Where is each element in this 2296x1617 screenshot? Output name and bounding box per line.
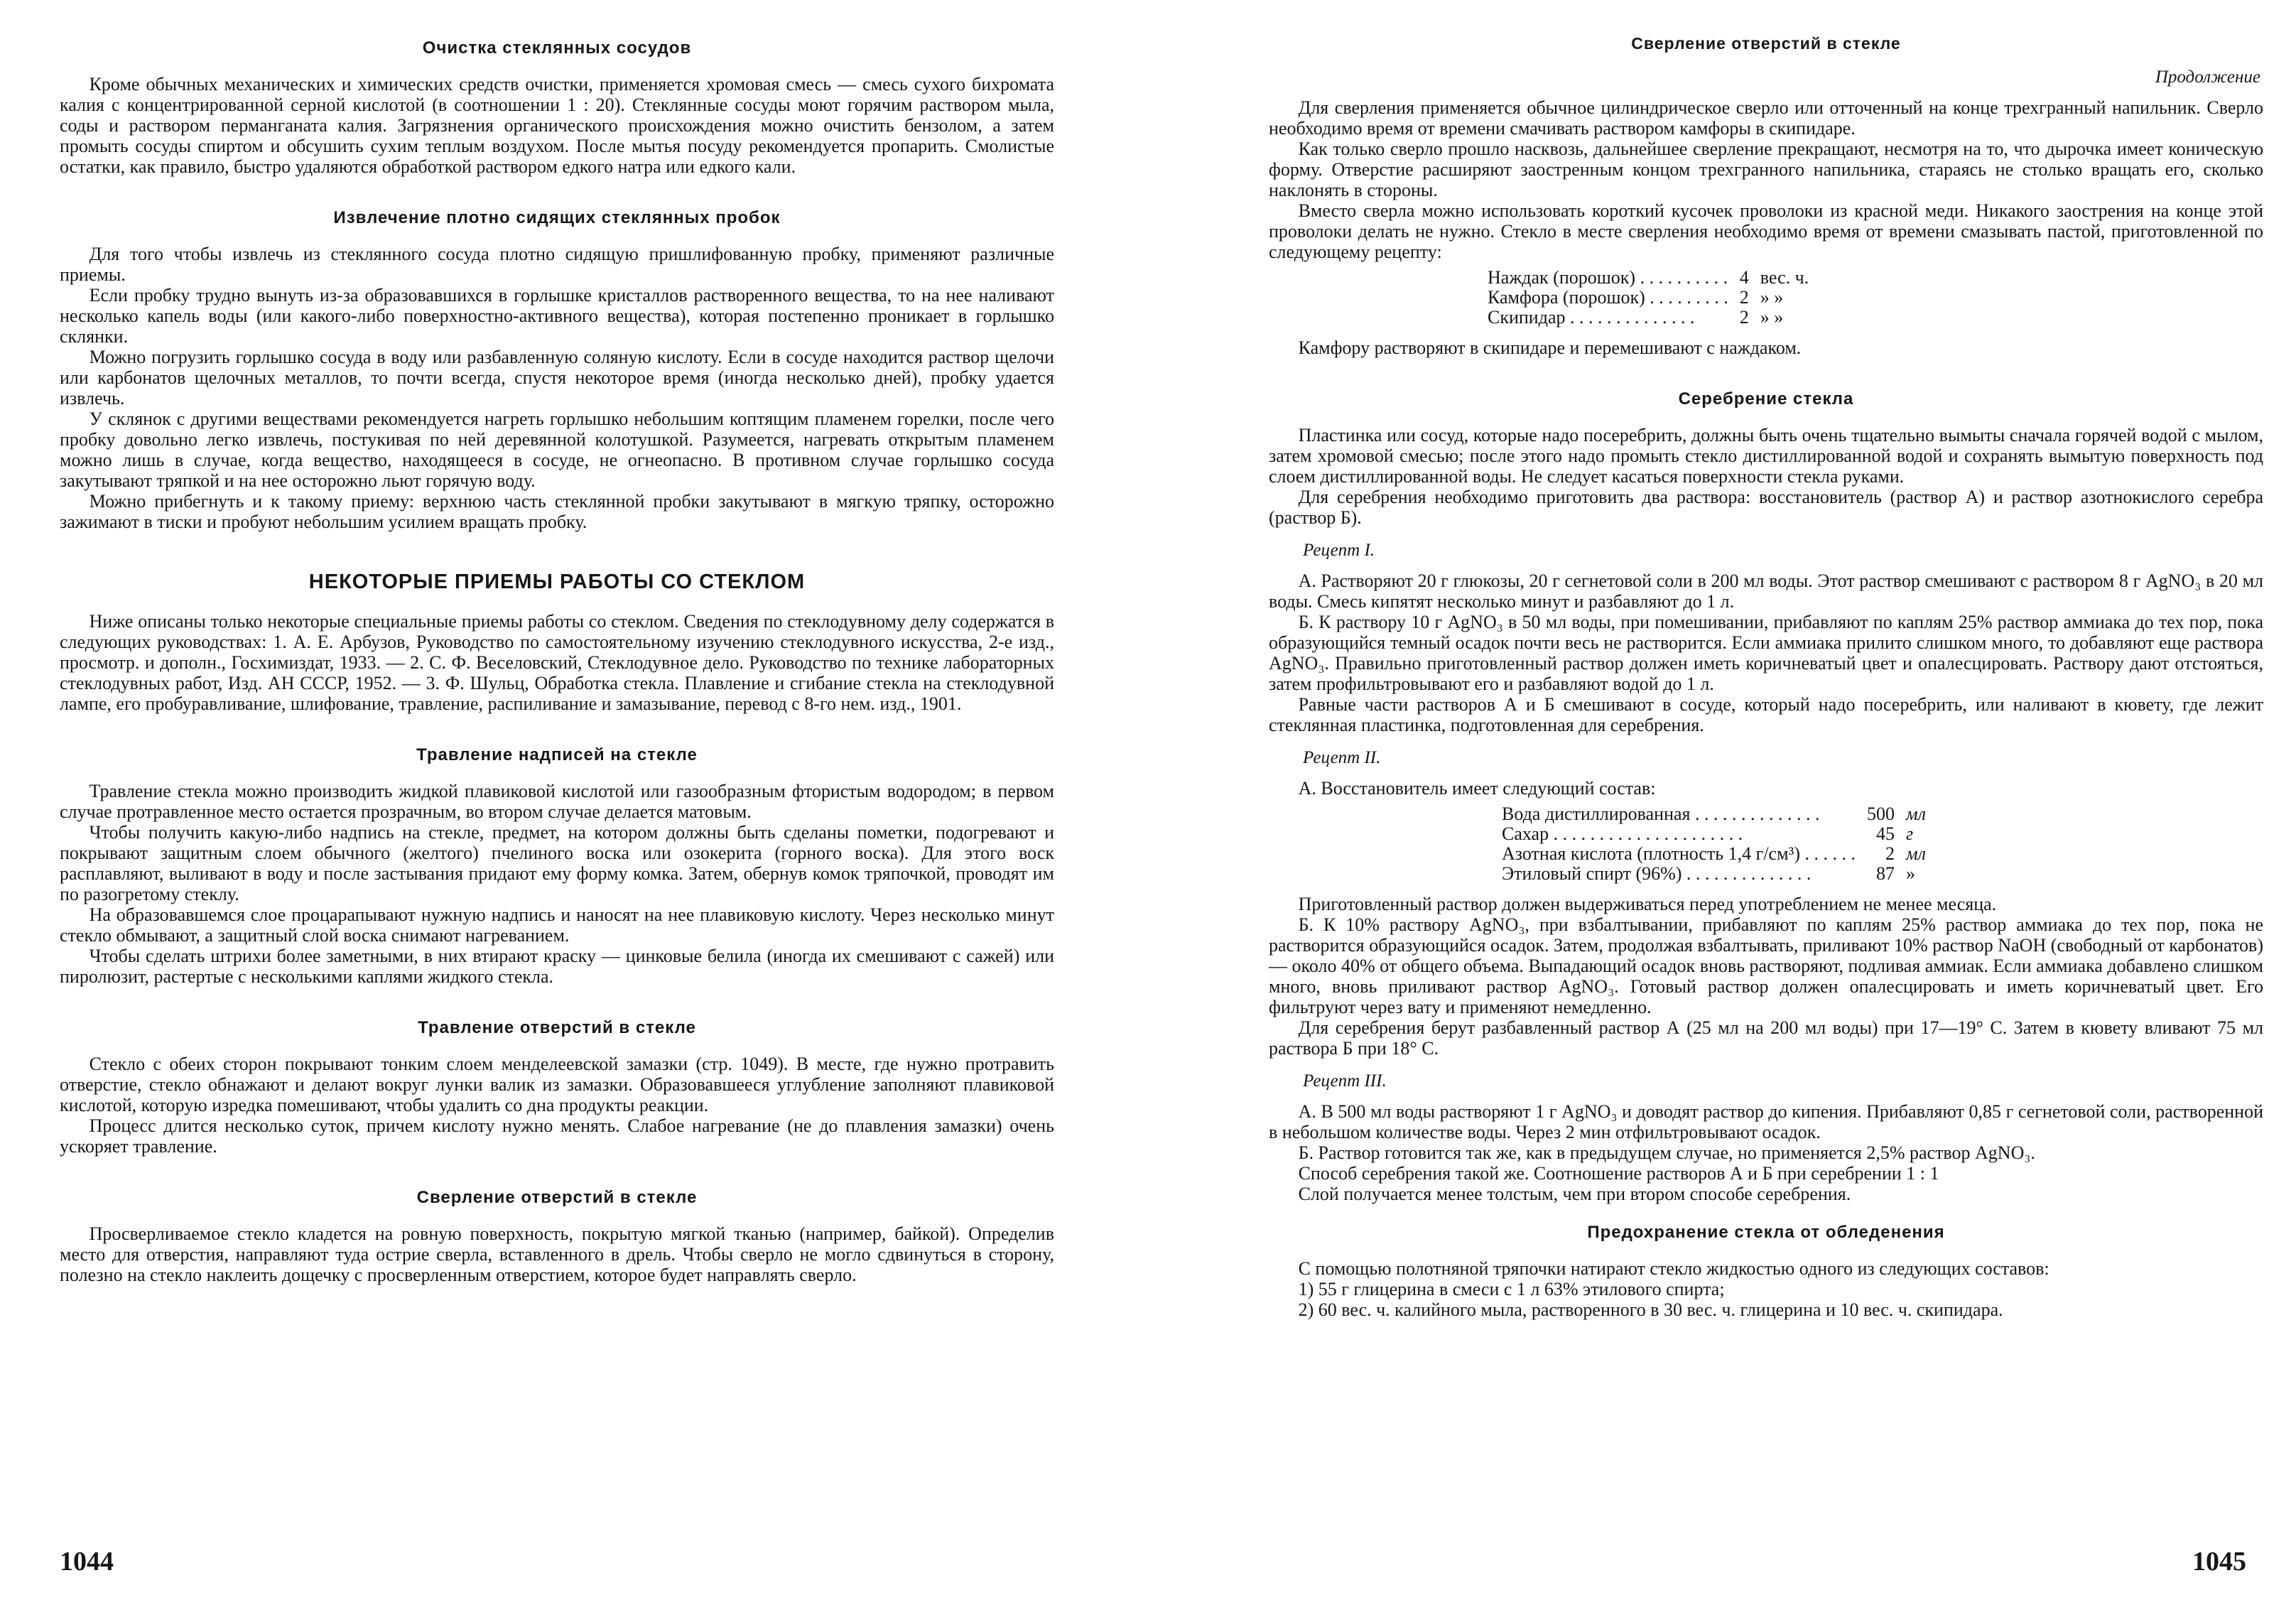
paragraph: А. В 500 мл воды растворяют 1 г AgNO₃ и доводят раствор до кипения. Прибавляют 0,85 г сегнетовой соли, растворенной в небольшом количестве воды. Через 2 мин отфильтровывают осадок. bbox=[1269, 1101, 2263, 1142]
paragraph: Процесс длится несколько суток, причем кислоту нужно менять. Слабое нагревание (не до плавления замазки) очень ускоряет травление. bbox=[60, 1115, 1054, 1157]
paragraph: Слой получается менее толстым, чем при втором способе серебрения. bbox=[1298, 1184, 1851, 1204]
component-qty: 87 bbox=[1876, 863, 1895, 884]
right-column bbox=[1269, 28, 2263, 1320]
page-number: 1044 bbox=[60, 1547, 114, 1577]
list-item: 2) 60 вес. ч. калийного мыла, растворенного в 30 вес. ч. глицерина и 10 вес. ч. скипидара. bbox=[1298, 1299, 2003, 1320]
composition-row bbox=[1496, 804, 1932, 824]
paragraph: Кроме обычных механических и химических средств очистки, применяется хромовая смесь — смесь сухого бихромата калия с концентрированной серной кислотой (в соотношении 1 : 20). Стеклянные сосуды моют горячим раствором мыла, соды и раствором перманганата калия. Загрязнения органического происхождения можно очистить бензолом, а затем промыть сосуды спиртом и обсушить сухим теплым воздухом. После мытья посуду рекомендуется пропарить. Смолистые остатки, как правило, быстро удаляются обработкой раствором едкого натра или едкого кали. bbox=[60, 74, 1054, 177]
paragraph: Для серебрения необходимо приготовить два раствора: восстановитель (раствор А) и раствор азотнокислого серебра (раствор Б). bbox=[1269, 487, 2263, 528]
ingredient-name: Скипидар . . . . . . . . . . . . . . bbox=[1488, 307, 1695, 328]
paragraph: Ниже описаны только некоторые специальные приемы работы со стеклом. Сведения по стеклодувному делу содержатся в следующих руководствах: 1. А. Е. Арбузов, Руководство по самостоятельному изучению стеклодувного искусства, 2-е изд., просмотр. и дополн., Госхимиздат, 1933. — 2. С. Ф. Веселовский, Стеклодувное дело. Руководство по технике лабораторных стеклодувных работ, Изд. АН СССР, 1952. — 3. Ф. Шульц, Обработка стекла. Плавление и сгибание стекла на стеклодувной лампе, его пробуравливание, шлифование, травление, распиливание и замазывание, перевод с 8-го нем. изд., 1901. bbox=[60, 611, 1054, 714]
reductant-composition-table bbox=[1496, 804, 1932, 884]
ingredient-qty: 2 bbox=[1739, 307, 1749, 328]
list-item: 1) 55 г глицерина в смеси с 1 л 63% этилового спирта; bbox=[1298, 1279, 1725, 1299]
section-heading-drilling: Сверление отверстий в стекле bbox=[416, 1188, 698, 1207]
component-unit: » bbox=[1906, 863, 1915, 884]
component-unit: г bbox=[1906, 823, 1914, 844]
chapter-heading: НЕКОТОРЫЕ ПРИЕМЫ РАБОТЫ СО СТЕКЛОМ bbox=[308, 570, 806, 593]
section-heading-stoppers: Извлечение плотно сидящих стеклянных пробок bbox=[333, 208, 781, 227]
component-qty: 45 bbox=[1876, 823, 1895, 844]
ingredient-qty: 4 bbox=[1739, 267, 1749, 288]
component-name: Этиловый спирт (96%) . . . . . . . . . . . . . . bbox=[1502, 863, 1812, 884]
component-name: Азотная кислота (плотность 1,4 г/см³) . . . . . . bbox=[1502, 843, 1856, 864]
continued-label: Продолжение bbox=[2155, 67, 2260, 87]
component-unit: мл bbox=[1906, 804, 1926, 824]
right-page bbox=[1148, 0, 2296, 1617]
paragraph: Вместо сверла можно использовать короткий кусочек проволоки из красной меди. Никакого заострения на конце этой проволоки делать не нужно. Стекло в месте сверления необходимо время от времени смазывать пастой, приготовленной по следующему рецепту: bbox=[1269, 200, 2263, 262]
section-heading-etching-holes: Травление отверстий в стекле bbox=[418, 1018, 696, 1037]
component-qty: 2 bbox=[1885, 843, 1895, 864]
component-name: Вода дистиллированная . . . . . . . . . . . . . . bbox=[1502, 804, 1820, 824]
paragraph: Б. К 10% раствору AgNO₃, при взбалтывании, прибавляют по каплям 25% раствор аммиака до тех пор, пока не растворится образующийся осадок. Затем, продолжая взбалтывать, приливают 10% раствор NaOH (свободный от карбонатов) — около 40% от общего объема. Выпадающий осадок вновь растворяют, подливая аммиак. Если аммиака добавлено слишком много, вновь приливают раствор AgNO₃. Готовый раствор должен опалесцировать и иметь коричневатый цвет. Его фильтруют через вату и применяют немедленно. bbox=[1269, 914, 2263, 1017]
recipe-label-3: Рецепт III. bbox=[1303, 1071, 1387, 1091]
section-heading-cleaning: Очистка стеклянных сосудов bbox=[422, 38, 692, 58]
section-heading-silvering: Серебрение стекла bbox=[1678, 389, 1854, 409]
paragraph: Способ серебрения такой же. Соотношение растворов А и Б при серебрении 1 : 1 bbox=[1298, 1163, 1939, 1184]
paragraph: Можно прибегнуть и к такому приему: верхнюю часть стеклянной пробки закутывают в мягкую тряпку, осторожно зажимают в тиски и пробуют небольшим усилием вращать пробку. bbox=[60, 491, 1054, 532]
recipe-label-2: Рецепт II. bbox=[1303, 748, 1381, 767]
paragraph: Просверливаемое стекло кладется на ровную поверхность, покрытую мягкой тканью (например, байкой). Определив место для отверстия, направляют туда острие сверла, вставленного в дрель. Чтобы сверло не могло сдвинуться в сторону, полезно на стекло наклеить дощечку с просверленным отверстием, которое будет направлять сверло. bbox=[60, 1223, 1054, 1285]
ingredient-unit: » » bbox=[1760, 287, 1784, 308]
composition-row bbox=[1496, 844, 1932, 864]
composition-row bbox=[1496, 864, 1932, 884]
paragraph: С помощью полотняной тряпочки натирают стекло жидкостью одного из следующих составов: bbox=[1298, 1258, 2049, 1279]
paragraph: Б. К раствору 10 г AgNO₃ в 50 мл воды, при помешивании, прибавляют по каплям 25% раствор аммиака до тех пор, пока образующийся темный осадок почти весь не растворится. Если аммиака прилито слишком много, то добавляют еще раствора AgNO₃. Правильно приготовленный раствор должен иметь коричневатый цвет и опалесцировать. Раствору дают отстояться, затем профильтровывают его и разбавляют водой до 1 л. bbox=[1269, 612, 2263, 694]
paragraph: Можно погрузить горлышко сосуда в воду или разбавленную соляную кислоту. Если в сосуде находится раствор щелочи или карбонатов щелочных металлов, то почти всегда, спустя некоторое время (иногда несколько дней), пробку удается извлечь. bbox=[60, 347, 1054, 409]
paragraph: На образовавшемся слое процарапывают нужную надпись и наносят на нее плавиковую кислоту. Через несколько минут стекло обмывают, а защитный слой воска снимают нагреванием. bbox=[60, 904, 1054, 946]
recipe-row bbox=[1482, 268, 1814, 288]
ingredient-qty: 2 bbox=[1739, 287, 1749, 308]
ingredient-unit: вес. ч. bbox=[1760, 267, 1809, 288]
recipe-label-1: Рецепт I. bbox=[1303, 541, 1375, 560]
paragraph: Травление стекла можно производить жидкой плавиковой кислотой или газообразным фтористым водородом; в первом случае протравленное место остается прозрачным, во втором случае делается матовым. bbox=[60, 781, 1054, 822]
paragraph: Как только сверло прошло насквозь, дальнейшее сверление прекращают, несмотря на то, что дырочка имеет коническую форму. Отверстие расширяют заостренным концом трехгранного напильника, стараясь не столько вращать его, сколько наклонять в стороны. bbox=[1269, 139, 2263, 200]
recipe-row bbox=[1482, 288, 1814, 308]
section-heading-etching-inscriptions: Травление надписей на стекле bbox=[416, 745, 698, 764]
left-column bbox=[60, 33, 1054, 1285]
paragraph: Чтобы получить какую-либо надпись на стекле, предмет, на котором должны быть сделаны пометки, подогревают и покрывают защитным слоем обычного (желтого) пчелиного воска или озокерита (горного воска). Для этого воск расплавляют, выливают в воду и после застывания придают ему форму комка. Затем, обернув комок тряпочкой, проводят им по разогретому стеклу. bbox=[60, 822, 1054, 904]
paragraph: Если пробку трудно вынуть из-за образовавшихся в горлышке кристаллов растворенного вещества, то на нее наливают несколько капель воды (или какого-либо поверхностно-активного вещества), которая постепенно проникает в горлышко склянки. bbox=[60, 285, 1054, 347]
paste-recipe-table bbox=[1482, 268, 1814, 328]
recipe-row bbox=[1482, 308, 1814, 328]
component-name: Сахар . . . . . . . . . . . . . . . . . . . . . bbox=[1502, 823, 1743, 844]
composition-row bbox=[1496, 824, 1932, 844]
page-number: 1045 bbox=[2192, 1547, 2246, 1577]
paragraph: Для того чтобы извлечь из стеклянного сосуда плотно сидящую пришлифованную пробку, применяют различные приемы. bbox=[60, 244, 1054, 285]
paragraph: Приготовленный раствор должен выдерживаться перед употреблением не менее месяца. bbox=[1298, 894, 1997, 914]
paragraph: А. Восстановитель имеет следующий состав: bbox=[1298, 778, 1656, 799]
paragraph: А. Растворяют 20 г глюкозы, 20 г сегнетовой соли в 200 мл воды. Этот раствор смешивают с раствором 8 г AgNO₃ в 20 мл воды. Смесь кипятят несколько минут и разбавляют до 1 л. bbox=[1269, 570, 2263, 612]
component-unit: мл bbox=[1906, 843, 1926, 864]
paragraph: Равные части растворов А и Б смешивают в сосуде, который надо посеребрить, или наливают в кювету, где лежит стеклянная пластинка, подготовленная для серебрения. bbox=[1269, 694, 2263, 735]
ingredient-name: Наждак (порошок) . . . . . . . . . . bbox=[1488, 267, 1728, 288]
running-head: Сверление отверстий в стекле bbox=[1631, 34, 1901, 53]
paragraph: Пластинка или сосуд, которые надо посеребрить, должны быть очень тщательно вымыты сначала горячей водой с мылом, затем хромовой смесью; после этого надо промыть стекло дистиллированной водой и сохранять вымытую поверхность под слоем дистиллированной воды. Не следует касаться поверхности стекла руками. bbox=[1269, 425, 2263, 487]
paragraph: У склянок с другими веществами рекомендуется нагреть горлышко небольшим коптящим пламенем горелки, после чего пробку довольно легко извлечь, постукивая по ней деревянной колотушкой. Разумеется, нагревать открытым пламенем можно лишь в случае, когда вещество, находящееся в сосуде, не огнеопасно. В противном случае горлышко сосуда закутывают тряпкой и на нее осторожно льют горячую воду. bbox=[60, 409, 1054, 491]
paragraph: Для сверления применяется обычное цилиндрическое сверло или отточенный на конце трехгранный напильник. Сверло необходимо время от времени смачивать раствором камфоры в скипидаре. bbox=[1269, 97, 2263, 139]
paragraph: Камфору растворяют в скипидаре и перемешивают с наждаком. bbox=[1298, 337, 1802, 358]
ingredient-name: Камфора (порошок) . . . . . . . . . bbox=[1488, 287, 1728, 308]
component-qty: 500 bbox=[1867, 804, 1895, 824]
ingredient-unit: » » bbox=[1760, 307, 1784, 328]
paragraph: Б. Раствор готовится так же, как в предыдущем случае, но применяется 2,5% раствор AgNO₃. bbox=[1298, 1142, 2035, 1163]
paragraph: Для серебрения берут разбавленный раствор А (25 мл на 200 мл воды) при 17—19° С. Затем в кювету вливают 75 мл раствора Б при 18° С. bbox=[1269, 1017, 2263, 1059]
paragraph: Стекло с обеих сторон покрывают тонким слоем менделеевской замазки (стр. 1049). В месте, где нужно протравить отверстие, стекло обнажают и делают вокруг лунки валик из замазки. Образовавшееся углубление заполняют плавиковой кислотой, которую изредка помешивают, чтобы удалить со дна продукты реакции. bbox=[60, 1054, 1054, 1115]
paragraph: Чтобы сделать штрихи более заметными, в них втирают краску — цинковые белила (иногда их смешивают с сажей) или пиролюзит, растертые с несколькими каплями жидкого стекла. bbox=[60, 946, 1054, 987]
section-heading-anti-icing: Предохранение стекла от обледенения bbox=[1587, 1223, 1945, 1242]
